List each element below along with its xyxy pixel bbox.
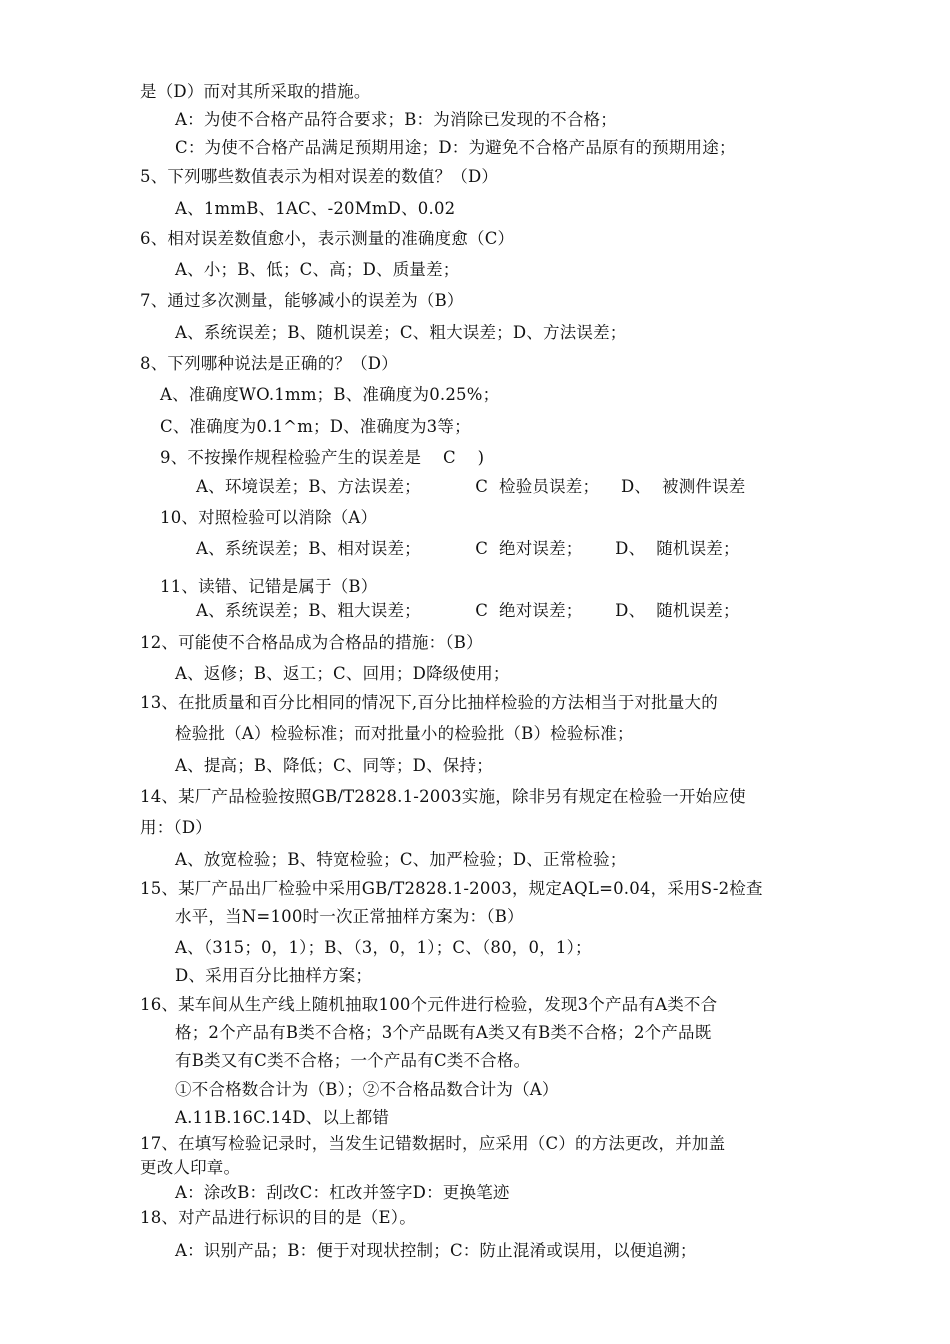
text-line: 用：（D）: [140, 818, 212, 837]
text-line: 11、读错、记错是属于（B）: [160, 577, 378, 596]
text-line: 格；2个产品有B类不合格；3个产品既有A类又有B类不合格；2个产品既: [175, 1023, 712, 1042]
text-line: A、放宽检验；B、特宽检验；C、加严检验；D、正常检验；: [175, 850, 627, 869]
text-line: A：识别产品；B：便于对现状控制；C：防止混淆或误用，以便追溯；: [175, 1241, 697, 1260]
text-line: 16、某车间从生产线上随机抽取100个元件进行检验，发现3个产品有A类不合: [140, 995, 718, 1014]
text-line: A、提高；B、降低；C、同等；D、保持；: [175, 756, 493, 775]
text-line: A、环境误差；B、方法误差； C 检验员误差； D、 被测件误差: [196, 477, 746, 496]
text-line: 12、可能使不合格品成为合格品的措施：（B）: [140, 633, 483, 652]
text-line: 检验批（A）检验标准；而对批量小的检验批（B）检验标准；: [175, 724, 634, 743]
text-line: A：涂改B：刮改C：杠改并签字D：更换笔迹: [175, 1183, 510, 1202]
text-line: 17、在填写检验记录时，当发生记错数据时，应采用（C）的方法更改，并加盖: [140, 1134, 726, 1153]
text-line: 5、下列哪些数值表示为相对误差的数值？（D）: [140, 167, 499, 186]
text-line: A、1mmB、1AC、-20MmD、0.02: [175, 199, 456, 218]
text-line: 6、相对误差数值愈小，表示测量的准确度愈（C）: [140, 229, 515, 248]
text-line: 更改人印章。: [140, 1158, 241, 1177]
text-line: 15、某厂产品出厂检验中采用GB/T2828.1-2003，规定AQL=0.04，采用S-2检查: [140, 879, 763, 898]
text-line: A、系统误差；B、粗大误差； C 绝对误差； D、 随机误差；: [196, 601, 740, 620]
text-line: 14、某厂产品检验按照GB/T2828.1-2003实施，除非另有规定在检验一开始应使: [140, 787, 746, 806]
text-line: A、小；B、低；C、高；D、质量差；: [175, 260, 460, 279]
text-line: 是（D）而对其所采取的措施。: [140, 82, 371, 101]
text-line: 有B类又有C类不合格；一个产品有C类不合格。: [175, 1051, 531, 1070]
text-line: C、准确度为0.1^m；D、准确度为3等；: [160, 417, 471, 436]
text-line: C：为使不合格产品满足预期用途；D：为避免不合格产品原有的预期用途；: [175, 138, 736, 157]
text-line: 13、在批质量和百分比相同的情况下,百分比抽样检验的方法相当于对批量大的: [140, 693, 718, 712]
text-line: 水平，当N=100时一次正常抽样方案为：（B）: [175, 907, 524, 926]
text-line: 8、下列哪种说法是正确的？（D）: [140, 354, 398, 373]
text-line: A：为使不合格产品符合要求；B：为消除已发现的不合格；: [175, 110, 617, 129]
text-line: 9、不按操作规程检验产生的误差是 C ): [160, 448, 485, 467]
text-line: A、系统误差；B、相对误差； C 绝对误差； D、 随机误差；: [196, 539, 740, 558]
text-line: 10、对照检验可以消除（A）: [160, 508, 378, 527]
text-line: D、采用百分比抽样方案；: [175, 966, 373, 985]
text-line: 18、对产品进行标识的目的是（E）。: [140, 1208, 416, 1227]
text-line: A、返修；B、返工；C、回用；D降级使用；: [175, 664, 510, 683]
text-line: A、（315；0，1）；B、（3，0，1）；C、（80，0，1）；: [175, 938, 592, 957]
text-line: A、系统误差；B、随机误差；C、粗大误差；D、方法误差；: [175, 323, 627, 342]
text-line: A.11B.16C.14D、以上都错: [175, 1108, 390, 1127]
text-line: ①不合格数合计为（B）；②不合格品数合计为（A）: [175, 1080, 559, 1099]
text-line: 7、通过多次测量，能够减小的误差为（B）: [140, 291, 464, 310]
text-line: A、准确度WO.1mm；B、准确度为0.25%；: [160, 385, 500, 404]
